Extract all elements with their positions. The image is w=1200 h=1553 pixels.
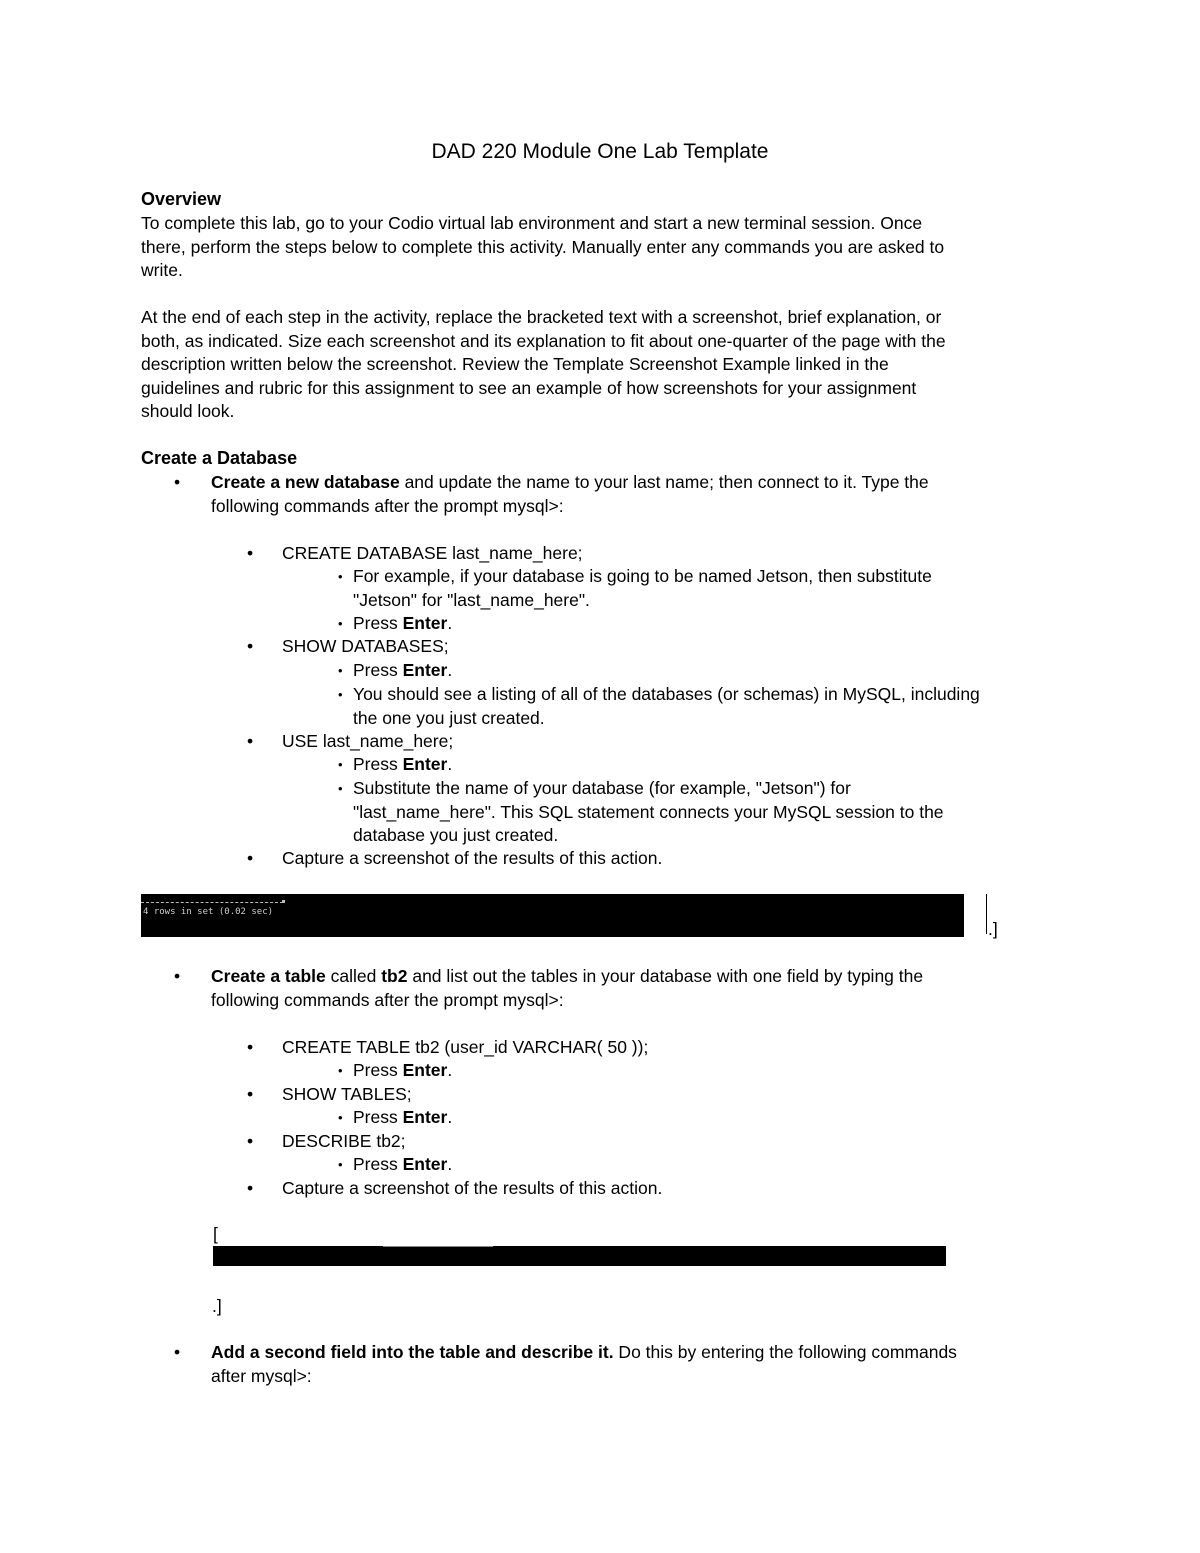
command-create-table: CREATE TABLE tb2 (user_id VARCHAR( 50 )); bbox=[282, 1037, 649, 1057]
step-text: called bbox=[325, 966, 382, 986]
step-bold: Create a new database bbox=[211, 472, 400, 492]
press-text: Press bbox=[353, 754, 403, 774]
overview-paragraph-1 bbox=[141, 212, 1061, 283]
instruction-listing bbox=[353, 683, 1053, 730]
press-text: Press bbox=[353, 660, 403, 680]
enter-key-text: Enter bbox=[402, 1107, 448, 1127]
terminal-screenshot bbox=[213, 1246, 946, 1266]
bullet-icon: • bbox=[247, 1131, 254, 1151]
period-text: . bbox=[447, 613, 453, 633]
command-use-database: USE last_name_here; bbox=[282, 731, 454, 751]
step-bold: Create a table bbox=[211, 966, 326, 986]
terminal-output: 4 rows in set (0.02 sec) bbox=[143, 907, 274, 917]
bullet-icon: • bbox=[247, 848, 254, 868]
period-text: . bbox=[447, 1107, 453, 1127]
bullet-icon: • bbox=[174, 472, 181, 492]
step-text: and list out the tables in your database with one field by typing the bbox=[407, 966, 924, 986]
instruction-press-enter bbox=[353, 1106, 1053, 1130]
bullet-icon: • bbox=[247, 1084, 254, 1104]
sub-bullet-icon: • bbox=[338, 616, 343, 631]
create-database-heading: Create a Database bbox=[141, 448, 298, 468]
enter-key-text: Enter bbox=[402, 613, 448, 633]
command-show-tables: SHOW TABLES; bbox=[282, 1084, 412, 1104]
bullet-icon: • bbox=[174, 966, 181, 986]
overview-heading: Overview bbox=[141, 189, 222, 209]
step-text: and update the name to your last name; then connect to it. Type the bbox=[399, 472, 929, 492]
instruction-press-enter bbox=[353, 612, 1053, 636]
table-name-bold: tb2 bbox=[381, 966, 408, 986]
text-line: following commands after the prompt mysql>: bbox=[211, 495, 564, 516]
sub-bullet-icon: • bbox=[338, 781, 343, 796]
sub-bullet-icon: • bbox=[338, 1157, 343, 1172]
period-text: . bbox=[447, 754, 453, 774]
period-text: . bbox=[447, 1060, 453, 1080]
text-line bbox=[211, 1341, 1061, 1365]
instruction-example bbox=[353, 565, 1053, 612]
instruction-press-enter bbox=[353, 1153, 1053, 1177]
command-show-databases: SHOW DATABASES; bbox=[282, 636, 449, 656]
step-create-database bbox=[211, 471, 1061, 518]
text-line: "last_name_here". This SQL statement connects your MySQL session to the bbox=[353, 801, 944, 822]
instruction-capture: Capture a screenshot of the results of this action. bbox=[282, 848, 663, 868]
enter-key-text: Enter bbox=[402, 1154, 448, 1174]
text-line: "Jetson" for "last_name_here". bbox=[353, 589, 590, 610]
step-add-field bbox=[211, 1341, 1061, 1388]
table-border-line bbox=[141, 894, 283, 903]
text-line: write. bbox=[141, 260, 183, 280]
instruction-press-enter bbox=[353, 753, 1053, 777]
text-line: there, perform the steps below to complete this activity. Manually enter any commands you are asked to bbox=[141, 236, 945, 257]
period-text: . bbox=[447, 1154, 453, 1174]
sub-bullet-icon: • bbox=[338, 757, 343, 772]
overview-paragraph-2 bbox=[141, 306, 1061, 424]
instruction-press-enter bbox=[353, 659, 1053, 683]
step-text: Do this by entering the following commands bbox=[613, 1342, 957, 1362]
text-line: You should see a listing of all of the databases (or schemas) in MySQL, including bbox=[353, 684, 980, 704]
text-line: both, as indicated. Size each screenshot and its explanation to fit about one-quarter of the page with the bbox=[141, 330, 946, 351]
text-line: For example, if your database is going to be named Jetson, then substitute bbox=[353, 566, 932, 586]
command-describe-table: DESCRIBE tb2; bbox=[282, 1131, 406, 1151]
text-line: description written below the screenshot. Review the Template Screenshot Example linked in the bbox=[141, 354, 889, 374]
press-text: Press bbox=[353, 1107, 403, 1127]
text-line: after mysql>: bbox=[211, 1365, 312, 1386]
text-line: guidelines and rubric for this assignment to see an example of how screenshots for your assignment bbox=[141, 377, 917, 398]
enter-key-text: Enter bbox=[402, 1060, 448, 1080]
screenshot-bracket-end: .] bbox=[212, 1296, 222, 1316]
sub-bullet-icon: • bbox=[338, 569, 343, 584]
instruction-press-enter bbox=[353, 1059, 1053, 1083]
instruction-substitute bbox=[353, 777, 1053, 848]
step-bold: Add a second field into the table and describe it. bbox=[211, 1342, 614, 1362]
enter-key-text: Enter bbox=[402, 660, 448, 680]
bullet-icon: • bbox=[174, 1342, 181, 1362]
text-line: database you just created. bbox=[353, 825, 559, 845]
bullet-icon: • bbox=[247, 636, 254, 656]
bullet-icon: • bbox=[247, 543, 254, 563]
text-line: should look. bbox=[141, 401, 235, 421]
page-title: DAD 220 Module One Lab Template bbox=[431, 140, 769, 163]
terminal-screenshot bbox=[141, 894, 964, 937]
screenshot-bracket-end: .] bbox=[988, 919, 998, 939]
bullet-icon: • bbox=[247, 731, 254, 751]
step-create-table bbox=[211, 965, 1061, 1012]
bullet-icon: • bbox=[247, 1037, 254, 1057]
sub-bullet-icon: • bbox=[338, 1063, 343, 1078]
sub-bullet-icon: • bbox=[338, 687, 343, 702]
command-create-database: CREATE DATABASE last_name_here; bbox=[282, 543, 583, 563]
text-line bbox=[211, 965, 1061, 989]
period-text: . bbox=[447, 660, 453, 680]
enter-key-text: Enter bbox=[402, 754, 448, 774]
press-text: Press bbox=[353, 1060, 403, 1080]
press-text: Press bbox=[353, 1154, 403, 1174]
sub-bullet-icon: • bbox=[338, 1110, 343, 1125]
text-line: the one you just created. bbox=[353, 707, 545, 728]
text-line bbox=[211, 471, 1061, 495]
press-text: Press bbox=[353, 613, 403, 633]
text-line: Substitute the name of your database (for example, "Jetson") for bbox=[353, 778, 851, 798]
text-line: following commands after the prompt mysql>: bbox=[211, 989, 564, 1010]
text-line: At the end of each step in the activity, replace the bracketed text with a screenshot, brief explanation, or bbox=[141, 307, 942, 327]
screenshot-bracket-start: [ bbox=[213, 1224, 218, 1244]
text-line: To complete this lab, go to your Codio virtual lab environment and start a new terminal session. Once bbox=[141, 213, 923, 233]
bullet-icon: • bbox=[247, 1178, 254, 1198]
sub-bullet-icon: • bbox=[338, 663, 343, 678]
instruction-capture: Capture a screenshot of the results of this action. bbox=[282, 1178, 663, 1198]
